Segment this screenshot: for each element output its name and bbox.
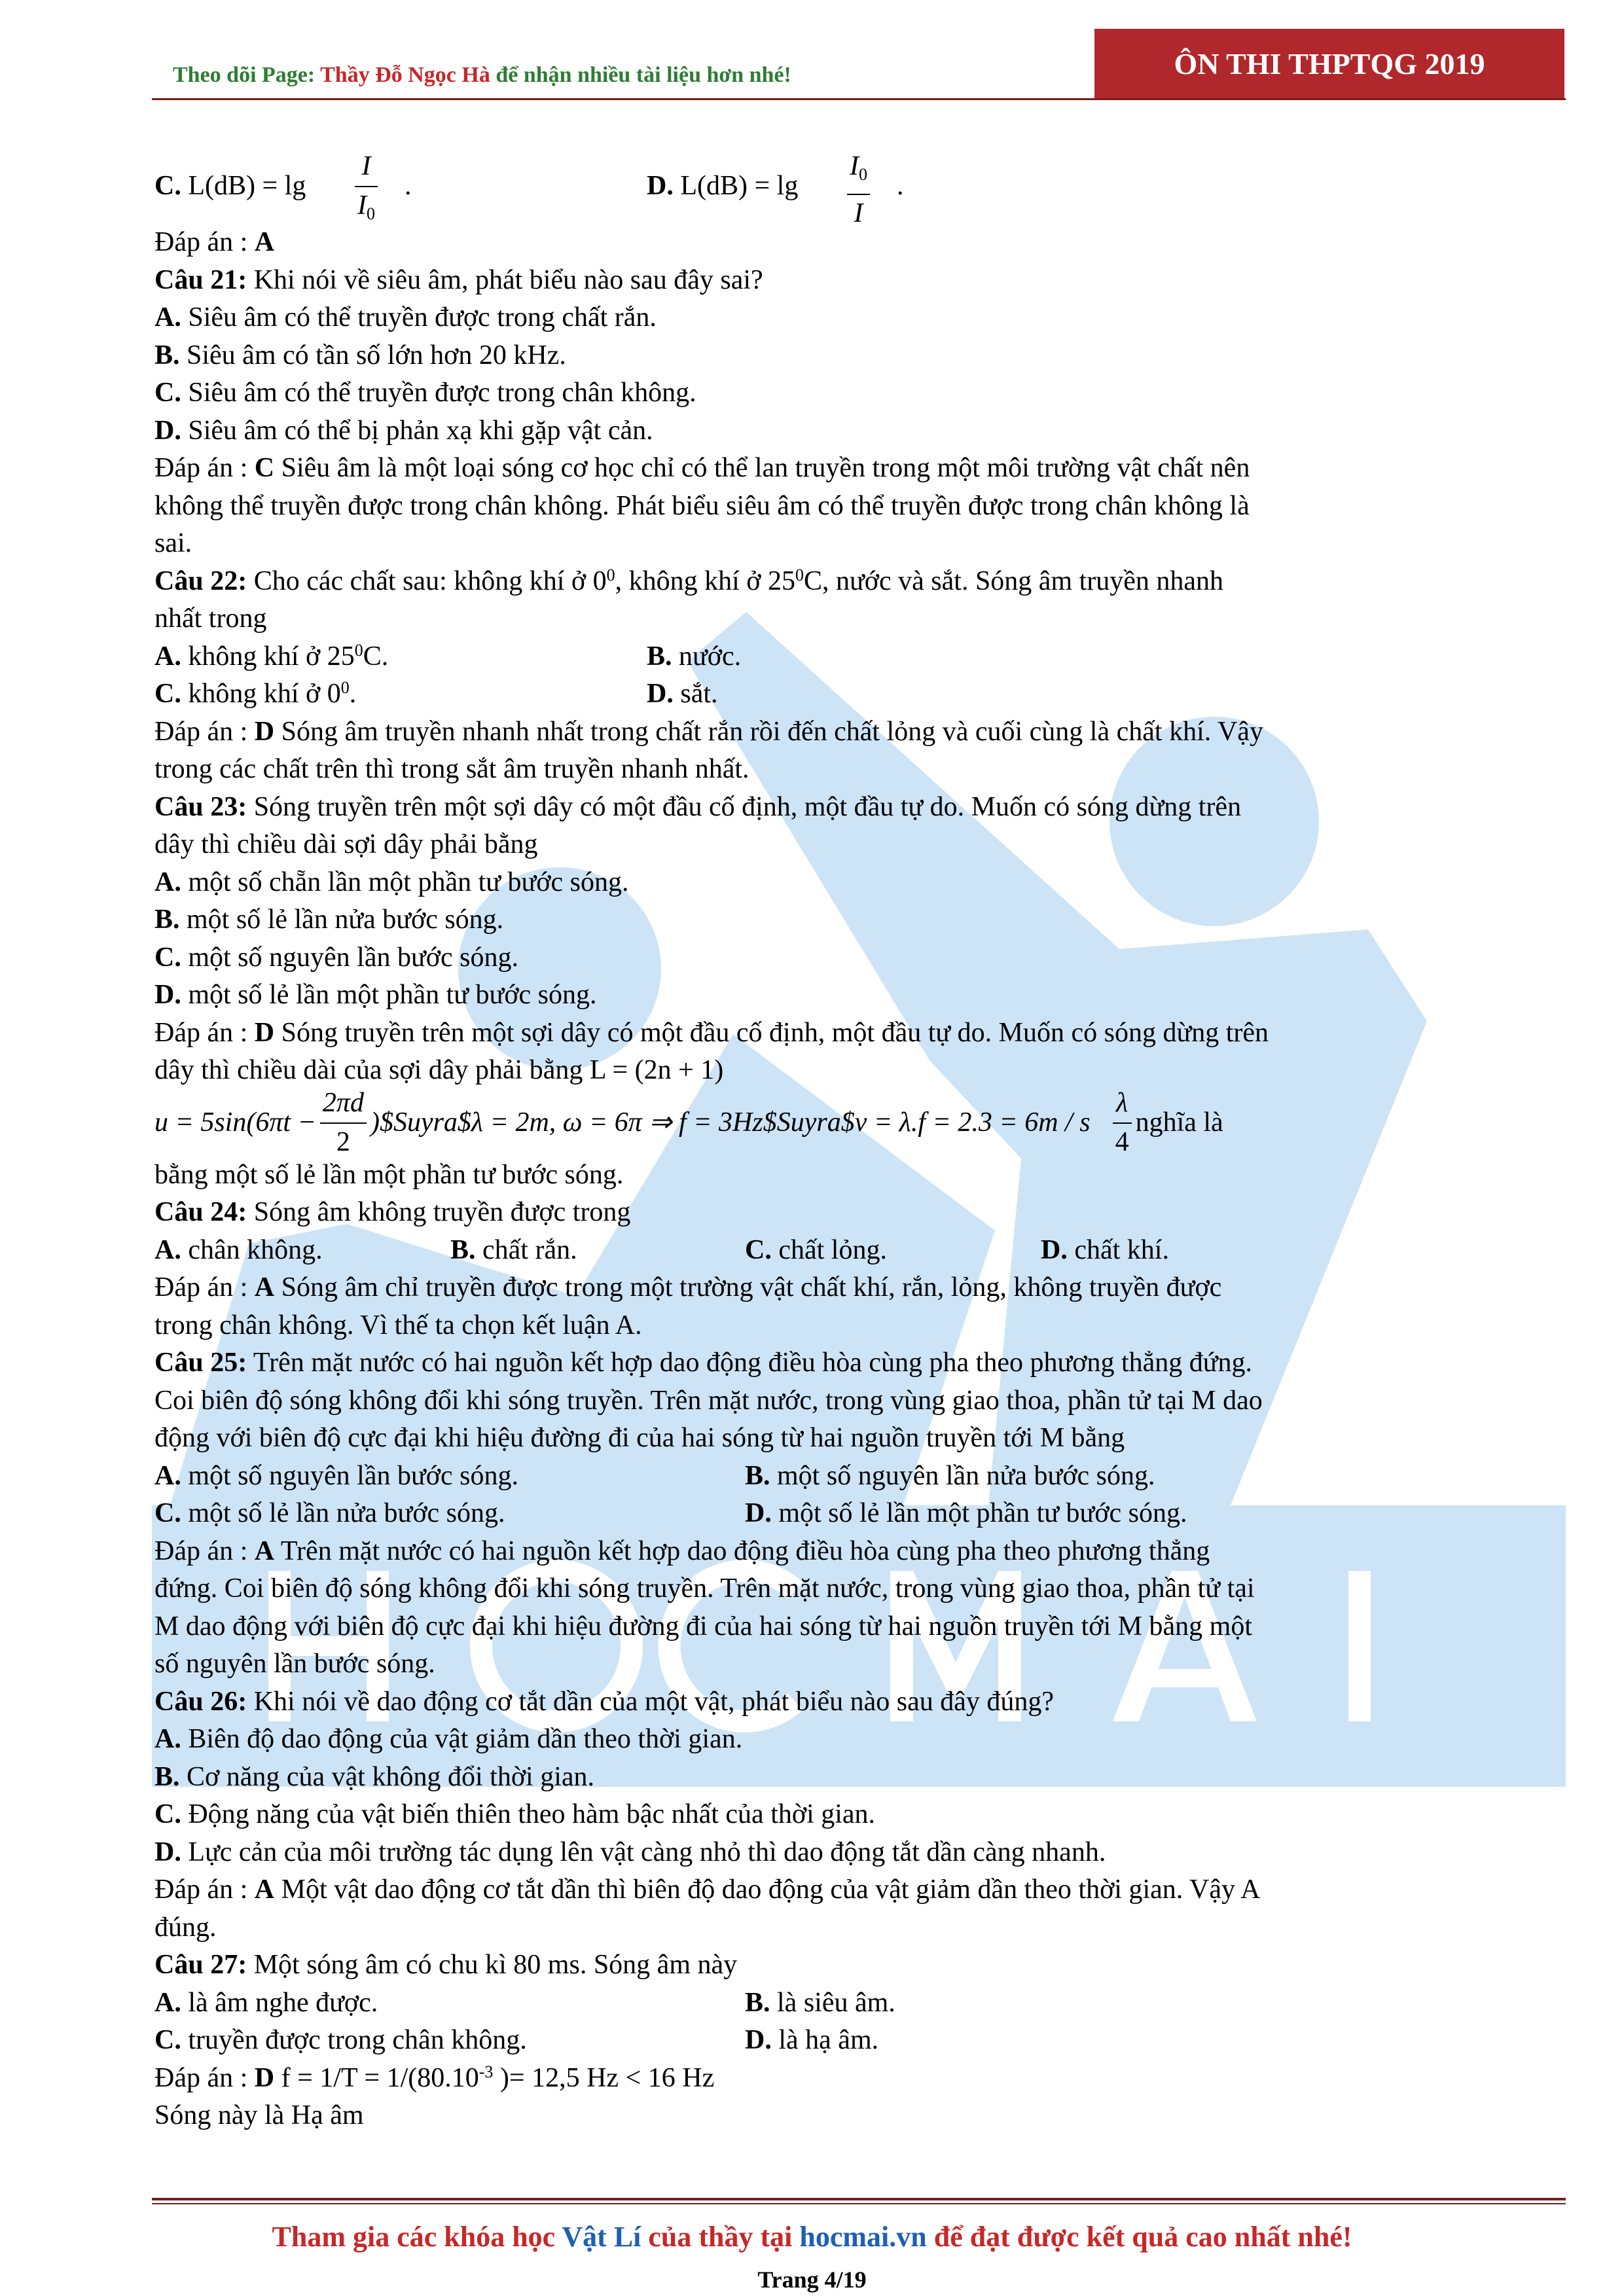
q26-explanation-2: đúng. [154, 1912, 217, 1943]
q21-stem: Câu 21: Khi nói về siêu âm, phát biểu nào sau đây sai? [154, 264, 763, 295]
q25-option-a: A. một số nguyên lần bước sóng. [154, 1460, 518, 1491]
q23-stem: Câu 23: Sóng truyền trên một sợi dây có một đầu cố định, một đầu tự do. Muốn có sóng dừng trên [154, 791, 1242, 822]
q24-explanation-2: trong chân không. Vì thế ta chọn kết luận A. [154, 1310, 642, 1340]
q27-option-d: D. là hạ âm. [745, 2025, 879, 2055]
q23-stem-2: dây thì chiều dài sợi dây phải bằng [154, 829, 538, 859]
q20-options-row [154, 151, 1490, 228]
q23-explanation-2: dây thì chiều dài của sợi dây phải bằng L = (2n + 1) [154, 1055, 724, 1085]
q21-explanation-2: không thể truyền được trong chân không. Phát biểu siêu âm có thể truyền được trong chân không là [154, 490, 1250, 521]
q21-answer: Đáp án : C Siêu âm là một loại sóng cơ học chỉ có thể lan truyền trong một môi trường vật chất nên [154, 453, 1250, 483]
q23-formula: u = 5sin(6πt − $\frac{2\pi d}{2}$ )$Suyra$λ = 2m, ω = 6π ⇒ f = 3Hz$Suyra$v = λ.f = 2.3 = 6m / s $\frac{\lambda}{4}$ nghĩa là [154, 1090, 1490, 1157]
q24-option-c: C. chất lỏng. [745, 1234, 887, 1265]
q24-option-b: B. chất rắn. [450, 1234, 577, 1265]
q22-option-c: C. không khí ở $0^0$. [154, 678, 357, 709]
footer-divider-thin [152, 2203, 1566, 2204]
q25-explanation-4: số nguyên lần bước sóng. [154, 1649, 435, 1679]
header-suffix: để nhận nhiều tài liệu hơn nhé! [490, 63, 791, 87]
page-number: Trang 4/19 [757, 2267, 867, 2293]
q20-fraction-c: $\frac{I}{I0}$ [355, 148, 378, 232]
q25-stem-3: động với biên độ cực đại khi hiệu đường đi của hai sóng từ hai nguồn truyền tới M bằng [154, 1423, 1125, 1453]
q21-option-b: B. Siêu âm có tần số lớn hơn 20 kHz. [154, 340, 566, 370]
q23-option-a: A. một số chẵn lần một phần tư bước sóng. [154, 867, 629, 897]
q23-option-c: C. một số nguyên lần bước sóng. [154, 942, 518, 973]
q21-explanation-3: sai. [154, 528, 192, 558]
q24-stem: Câu 24: Sóng âm không truyền được trong [154, 1197, 631, 1227]
header-prefix: Theo dõi Page: [173, 63, 321, 87]
q20-d-dot: . [897, 171, 904, 201]
q21-option-d: D. Siêu âm có thể bị phản xạ khi gặp vật cản. [154, 415, 653, 446]
q26-stem: Câu 26: Khi nói về dao động cơ tắt dần của một vật, phát biểu nào sau đây đúng? [154, 1686, 1055, 1717]
q25-options-ab [154, 1458, 1490, 1496]
q26-option-d: D. Lực cản của môi trường tác dụng lên vật càng nhỏ thì dao động tắt dần càng nhanh. [154, 1837, 1106, 1867]
q26-option-c: C. Động năng của vật biến thiên theo hàm bậc nhất của thời gian. [154, 1799, 876, 1829]
q22-option-d: D. sắt. [647, 679, 718, 709]
q25-option-b: B. một số nguyên lần nửa bước sóng. [745, 1460, 1155, 1491]
footer-subject: Vật Lí [562, 2221, 641, 2253]
page-content [154, 152, 1490, 2135]
q27-options-ab [154, 1984, 1490, 2022]
q20-option-d: D. L(dB) = lg [647, 171, 799, 201]
q27-options-cd [154, 2022, 1490, 2060]
q24-option-d: D. chất khí. [1041, 1234, 1169, 1265]
q21-option-a: A. Siêu âm có thể truyền được trong chất rắn. [154, 302, 657, 332]
q20-option-c: C. L(dB) = lg [154, 171, 306, 201]
q22-option-b: B. nước. [647, 641, 742, 672]
q22-option-a: A. không khí ở $25^0C$. [154, 640, 389, 672]
q26-answer: Đáp án : A Một vật dao động cơ tắt dần thì biên độ dao động của vật giảm dần theo thời gian. Vậy A [154, 1874, 1261, 1905]
q24-answer: Đáp án : A Sóng âm chỉ truyền được trong một trường vật chất khí, rắn, lỏng, không truyền được [154, 1272, 1222, 1302]
q22-answer: Đáp án : D Sóng âm truyền nhanh nhất trong chất rắn rồi đến chất lỏng và cuối cùng là chất khí. Vậy [154, 716, 1263, 747]
q27-stem: Câu 27: Một sóng âm có chu kì 80 ms. Sóng âm này [154, 1950, 738, 1980]
q23-option-b: B. một số lẻ lần nửa bước sóng. [154, 905, 504, 935]
q25-stem: Câu 25: Trên mặt nước có hai nguồn kết hợp dao động điều hòa cùng pha theo phương thẳng đứng. [154, 1348, 1253, 1378]
q23-answer: Đáp án : D Sóng truyền trên một sợi dây có một đầu cố định, một đầu tự do. Muốn có sóng dừng trên [154, 1017, 1269, 1048]
q25-option-d: D. một số lẻ lần một phần tư bước sóng. [745, 1498, 1187, 1528]
q21-option-c: C. Siêu âm có thể truyền được trong chân không. [154, 378, 696, 408]
q24-options [154, 1232, 1490, 1270]
q27-option-b: B. là siêu âm. [745, 1987, 895, 2018]
q27-option-a: A. là âm nghe được. [154, 1987, 378, 2018]
exam-badge: ÔN THI THPTQG 2019 [1094, 29, 1564, 98]
q24-option-a: A. chân không. [154, 1234, 323, 1265]
q20-answer: Đáp án : A [154, 227, 275, 257]
q25-explanation-3: M dao động với biên độ cực đại khi hiệu đường đi của hai sóng từ hai nguồn truyền tới M bằng một [154, 1611, 1253, 1641]
q22-options-ab [154, 638, 1490, 676]
q23-option-d: D. một số lẻ lần một phần tư bước sóng. [154, 980, 597, 1010]
q22-stem-2: nhất trong [154, 603, 267, 634]
q25-explanation-2: đứng. Coi biên độ sóng không đổi khi sóng truyền. Trên mặt nước, trong vùng giao thoa, phần tử tại [154, 1573, 1255, 1604]
q27-answer: Đáp án : D $f = 1/T = 1/(80.10^{-3}$ )= 12,5 Hz < 16 Hz [154, 2062, 715, 2093]
header-page-name[interactable]: Thầy Đỗ Ngọc Hà [320, 63, 490, 87]
q25-options-cd [154, 1495, 1490, 1533]
q23-explanation-3: bằng một số lẻ lần một phần tư bước sóng. [154, 1159, 624, 1190]
q22-options-cd [154, 675, 1490, 713]
q23-formula-fraction: $\frac{2\pi d}{2}$ [320, 1085, 367, 1161]
q27-option-c: C. truyền được trong chân không. [154, 2025, 527, 2055]
q27-explanation-2: Sóng này là Hạ âm [154, 2100, 364, 2130]
q20-fraction-d: $\frac{I0}{I}$ [847, 148, 870, 232]
q25-option-c: C. một số lẻ lần nửa bước sóng. [154, 1498, 505, 1528]
q25-stem-2: Coi biên độ sóng không đổi khi sóng truyền. Trên mặt nước, trong vùng giao thoa, phần tử tại M dao [154, 1385, 1263, 1416]
footer-site-link[interactable]: hocmai.vn [799, 2221, 927, 2253]
q26-option-a: A. Biên độ dao động của vật giảm dần theo thời gian. [154, 1724, 743, 1754]
q23-lambda-fraction: $\frac{\lambda}{4}$ [1113, 1085, 1132, 1161]
q22-explanation-2: trong các chất trên thì trong sắt âm truyền nhanh nhất. [154, 754, 749, 784]
q22-stem: Câu 22: Cho các chất sau: không khí ở $0^0$, không khí ở $25^0C$, nước và sắt. Sóng âm truyền nhanh [154, 565, 1224, 596]
footer-divider [152, 2198, 1566, 2200]
footer-promo: Tham gia các khóa học Vật Lí của thầy tại hocmai.vn để đạt được kết quả cao nhất nhé! [272, 2221, 1352, 2253]
q20-c-dot: . [405, 171, 412, 201]
q26-option-b: B. Cơ năng của vật không đổi thời gian. [154, 1761, 595, 1792]
q25-answer: Đáp án : A Trên mặt nước có hai nguồn kết hợp dao động điều hòa cùng pha theo phương thẳng [154, 1535, 1210, 1566]
